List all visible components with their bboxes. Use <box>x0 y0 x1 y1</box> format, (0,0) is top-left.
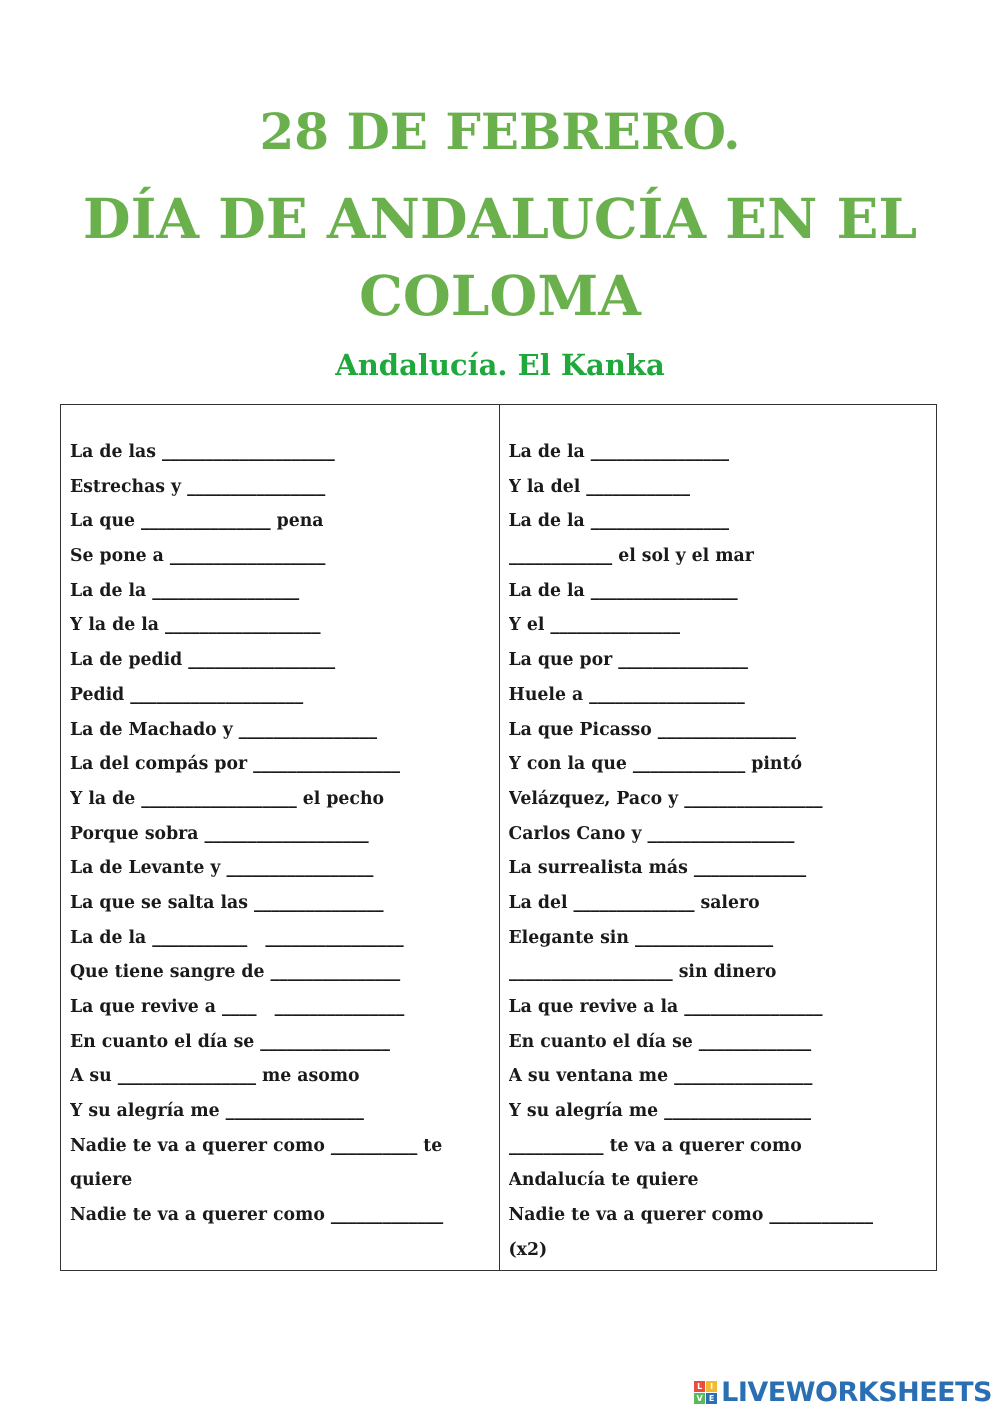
lyric-line: En cuanto el día se _____________ <box>508 1031 812 1052</box>
lyric-line: La surrealista más _____________ <box>508 858 807 879</box>
lyric-line: Elegante sin ________________ <box>508 927 774 948</box>
lyric-line: Y la de __________________ el pecho <box>70 788 385 809</box>
song-subtitle: Andalucía. El Kanka <box>335 348 665 382</box>
lyrics-column-left <box>61 405 499 1270</box>
lyric-line: Nadie te va a querer como __________ te <box>70 1135 443 1156</box>
brand-name: LIVEWORKSHEETS <box>721 1376 992 1408</box>
title-line-2: DÍA DE ANDALUCÍA EN EL <box>82 186 918 251</box>
lyric-line: ____________ el sol y el mar <box>508 546 754 567</box>
lyric-line: La de la _________________ <box>70 580 300 601</box>
lyric-line: Nadie te va a querer como ____________ <box>508 1205 874 1226</box>
lyric-line: Estrechas y ________________ <box>70 476 326 497</box>
liveworksheets-logo <box>694 1374 992 1410</box>
lyric-line: La de la ________________ <box>508 511 729 532</box>
lyric-line: A su ________________ me asomo <box>70 1066 360 1087</box>
title-line-1: 28 DE FEBRERO. <box>259 102 741 161</box>
lyric-line: Que tiene sangre de _______________ <box>70 962 401 983</box>
lyrics-column-right <box>499 405 937 1270</box>
lyric-line: La que por _______________ <box>508 650 748 671</box>
lyric-line: La que _______________ pena <box>70 511 324 532</box>
lyric-line: quiere <box>70 1170 133 1191</box>
liveworksheets-icon <box>694 1381 717 1404</box>
lyric-line: Y el _______________ <box>508 615 681 636</box>
lyric-line: La de Levante y _________________ <box>70 858 374 879</box>
lyric-line: La que revive a la ________________ <box>508 997 823 1017</box>
lyric-line: La del compás por _________________ <box>70 754 401 775</box>
lyric-line: Se pone a __________________ <box>70 546 326 567</box>
lyric-line: La de la ________________ <box>508 442 729 462</box>
lyric-line: Y con la que _____________ pintó <box>508 754 802 775</box>
lyric-line: En cuanto el día se _______________ <box>70 1031 390 1052</box>
lyric-line: (x2) <box>508 1239 548 1260</box>
logo-square: L <box>694 1381 705 1392</box>
lyric-line: ___________________ sin dinero <box>508 962 777 983</box>
lyric-line: Porque sobra ___________________ <box>70 823 369 844</box>
lyric-line: La de la _________________ <box>508 580 738 601</box>
lyric-line: La del ______________ salero <box>508 892 760 913</box>
lyric-line: Pedid ____________________ <box>70 684 304 705</box>
lyric-line: La que se salta las _______________ <box>70 892 384 913</box>
lyric-line: A su ventana me ________________ <box>508 1066 813 1087</box>
lyric-line: Velázquez, Paco y ________________ <box>508 788 823 809</box>
lyric-line: La de Machado y ________________ <box>70 719 378 740</box>
logo-square: V <box>694 1393 705 1404</box>
lyric-line: Y la del ____________ <box>508 476 690 497</box>
lyric-line: ___________ te va a querer como <box>508 1135 802 1156</box>
lyric-line: Y la de la __________________ <box>70 615 321 636</box>
lyric-line: La de las ____________________ <box>70 442 335 462</box>
logo-square: I <box>706 1381 717 1392</box>
title-line-3: COLOMA <box>359 263 641 328</box>
lyric-line: La de la ___________ ________________ <box>70 927 404 948</box>
lyrics-table <box>60 404 937 1271</box>
lyric-line: La que Picasso ________________ <box>508 719 797 740</box>
lyric-line: Y su alegría me ________________ <box>70 1101 364 1122</box>
lyric-line: La que revive a ____ _______________ <box>70 997 405 1017</box>
lyric-line: La de pedid _________________ <box>70 650 336 671</box>
lyric-line: Y su alegría me _________________ <box>508 1101 812 1122</box>
lyric-line: Andalucía te quiere <box>508 1170 699 1191</box>
lyric-line: Carlos Cano y _________________ <box>508 823 795 844</box>
lyric-line: Huele a __________________ <box>508 684 745 705</box>
logo-square: E <box>706 1393 717 1404</box>
lyric-line: Nadie te va a querer como _____________ <box>70 1205 444 1226</box>
